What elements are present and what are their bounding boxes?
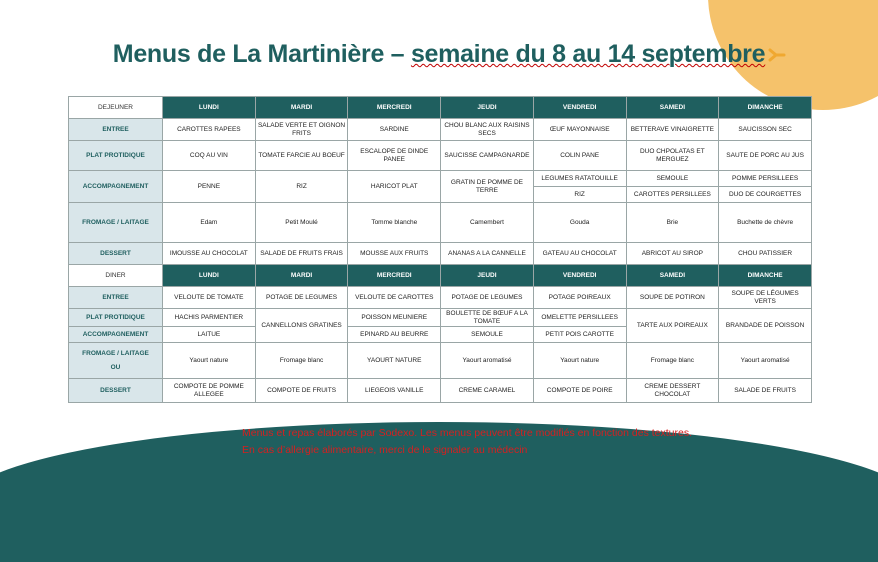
day-header: VENDREDI: [533, 265, 626, 287]
menu-cell: CHOU BLANC AUX RAISINS SECS: [441, 119, 534, 141]
day-header: VENDREDI: [533, 97, 626, 119]
row-label: PLAT PROTIDIQUE: [69, 309, 163, 327]
row-label: ACCOMPAGNEMENT: [69, 327, 163, 343]
title-week: semaine du 8 au 14 septembre: [410, 40, 766, 68]
day-header: MERCREDI: [348, 265, 441, 287]
diner-header-row: [69, 265, 812, 287]
row-label: FROMAGE / LAITAGE: [69, 203, 163, 243]
menu-cell: Fromage blanc: [626, 343, 719, 379]
row-label-top: FROMAGE / LAITAGE: [82, 349, 149, 357]
menu-cell: CANNELLONIS GRATINES: [255, 309, 348, 343]
sparkle-icon: [766, 44, 786, 68]
diner-dessert-row: [69, 379, 812, 403]
menu-cell: TOMATE FARCIE AU BOEUF: [255, 141, 348, 171]
day-header: JEUDI: [441, 265, 534, 287]
menu-cell: VELOUTE DE TOMATE: [163, 287, 256, 309]
day-header: LUNDI: [163, 97, 256, 119]
dejeuner-fromage-row: [69, 203, 812, 243]
menu-cell: SALADE VERTE ET OIGNON FRITS: [255, 119, 348, 141]
day-header: SAMEDI: [626, 97, 719, 119]
menu-cell: ABRICOT AU SIROP: [626, 243, 719, 265]
menu-cell: PETIT POIS CAROTTE: [533, 327, 626, 343]
dejeuner-label: DEJEUNER: [69, 97, 163, 119]
footnote: [242, 425, 692, 459]
menu-cell: CREME CARAMEL: [441, 379, 534, 403]
dejeuner-entree-row: [69, 119, 812, 141]
row-label: ENTREE: [69, 287, 163, 309]
day-header: DIMANCHE: [719, 97, 812, 119]
menu-cell: ANANAS A LA CANNELLE: [441, 243, 534, 265]
day-header: DIMANCHE: [719, 265, 812, 287]
menu-cell: SOUPE DE POTIRON: [626, 287, 719, 309]
menu-cell: PENNE: [163, 171, 256, 203]
menu-cell: Petit Moulé: [255, 203, 348, 243]
menu-cell: Camembert: [441, 203, 534, 243]
diner-fromage-row: [69, 343, 812, 379]
menu-cell: RIZ: [255, 171, 348, 203]
page-title: [0, 40, 878, 69]
menu-cell: TARTE AUX POIREAUX: [626, 309, 719, 343]
menu-cell: Buchette de chèvre: [719, 203, 812, 243]
menu-cell: SOUPE DE LÉGUMES VERTS: [719, 287, 812, 309]
menu-cell: POTAGE DE LEGUMES: [255, 287, 348, 309]
title-main: Menus de La Martinière –: [112, 40, 411, 68]
menu-cell: Yaourt nature: [533, 343, 626, 379]
day-header: MERCREDI: [348, 97, 441, 119]
menu-cell: Brie: [626, 203, 719, 243]
menu-table: [68, 96, 812, 403]
menu-cell: Yaourt nature: [163, 343, 256, 379]
menu-cell: COLIN PANE: [533, 141, 626, 171]
menu-cell: POMME PERSILLEES: [719, 171, 812, 187]
menu-cell: OMELETTE PERSILLEES: [533, 309, 626, 327]
footnote-line-1: Menus et repas élaborés par Sodexo. Les menus peuvent être modifiés en fonction des textures.: [242, 427, 693, 439]
menu-cell: POTAGE POIREAUX: [533, 287, 626, 309]
diner-label: DINER: [69, 265, 163, 287]
diner-plat-row: [69, 309, 812, 327]
menu-cell: SALADE DE FRUITS: [719, 379, 812, 403]
diner-entree-row: [69, 287, 812, 309]
menu-cell: SAUTE DE PORC AU JUS: [719, 141, 812, 171]
menu-cell: Yaourt aromatisé: [441, 343, 534, 379]
menu-cell: Fromage blanc: [255, 343, 348, 379]
menu-cell: BETTERAVE VINAIGRETTE: [626, 119, 719, 141]
menu-cell: CHOU PATISSIER: [719, 243, 812, 265]
menu-cell: HARICOT PLAT: [348, 171, 441, 203]
row-label: [69, 343, 163, 379]
menu-cell: BRANDADE DE POISSON: [719, 309, 812, 343]
menu-cell: LEGUMES RATATOUILLE: [533, 171, 626, 187]
menu-cell: ŒUF MAYONNAISE: [533, 119, 626, 141]
menu-cell: DUO CHPOLATAS ET MERGUEZ: [626, 141, 719, 171]
menu-cell: RIZ: [533, 187, 626, 203]
menu-cell: GRATIN DE POMME DE TERRE: [441, 171, 534, 203]
menu-cell: SEMOULE: [626, 171, 719, 187]
row-label: ACCOMPAGNEMENT: [69, 171, 163, 203]
menu-cell: COQ AU VIN: [163, 141, 256, 171]
menu-cell: YAOURT NATURE: [348, 343, 441, 379]
menu-cell: Tomme blanche: [348, 203, 441, 243]
menu-cell: COMPOTE DE POIRE: [533, 379, 626, 403]
dejeuner-dessert-row: [69, 243, 812, 265]
menu-cell: SEMOULE: [441, 327, 534, 343]
menu-cell: SALADE DE FRUITS FRAIS: [255, 243, 348, 265]
menu-cell: EPINARD AU BEURRE: [348, 327, 441, 343]
menu-cell: LIEGEOIS VANILLE: [348, 379, 441, 403]
row-label: DESSERT: [69, 379, 163, 403]
day-header: SAMEDI: [626, 265, 719, 287]
menu-cell: CAROTTES PERSILLEES: [626, 187, 719, 203]
menu-cell: SAUCISSON SEC: [719, 119, 812, 141]
menu-cell: POISSON MEUNIERE: [348, 309, 441, 327]
row-label: ENTREE: [69, 119, 163, 141]
menu-cell: SARDINE: [348, 119, 441, 141]
menu-cell: CREME DESSERT CHOCOLAT: [626, 379, 719, 403]
dejeuner-plat-row: [69, 141, 812, 171]
menu-cell: Yaourt aromatisé: [719, 343, 812, 379]
day-header: MARDI: [255, 97, 348, 119]
menu-cell: IMOUSSE AU CHOCOLAT: [163, 243, 256, 265]
menu-cell: DUO DE COURGETTES: [719, 187, 812, 203]
menu-cell: Gouda: [533, 203, 626, 243]
menu-cell: MOUSSE AUX FRUITS: [348, 243, 441, 265]
menu-cell: CAROTTES RAPEES: [163, 119, 256, 141]
menu-cell: ESCALOPE DE DINDE PANEE: [348, 141, 441, 171]
day-header: LUNDI: [163, 265, 256, 287]
row-label: PLAT PROTIDIQUE: [69, 141, 163, 171]
menu-cell: LAITUE: [163, 327, 256, 343]
menu-cell: SAUCISSE CAMPAGNARDE: [441, 141, 534, 171]
day-header: MARDI: [255, 265, 348, 287]
row-label-bottom: OU: [110, 363, 121, 371]
menu-cell: HACHIS PARMENTIER: [163, 309, 256, 327]
menu-cell: COMPOTE DE POMME ALLEGEE: [163, 379, 256, 403]
day-header: JEUDI: [441, 97, 534, 119]
menu-cell: Edam: [163, 203, 256, 243]
menu-cell: GATEAU AU CHOCOLAT: [533, 243, 626, 265]
menu-cell: BOULETTE DE BŒUF A LA TOMATE: [441, 309, 534, 327]
dejeuner-accompagnement-row: [69, 171, 812, 187]
row-label: DESSERT: [69, 243, 163, 265]
menu-cell: VELOUTE DE CAROTTES: [348, 287, 441, 309]
menu-cell: POTAGE DE LEGUMES: [441, 287, 534, 309]
footnote-line-2: En cas d’allergie alimentaire, merci de le signaler au médecin: [242, 443, 528, 456]
menu-cell: COMPOTE DE FRUITS: [255, 379, 348, 403]
dejeuner-header-row: [69, 97, 812, 119]
